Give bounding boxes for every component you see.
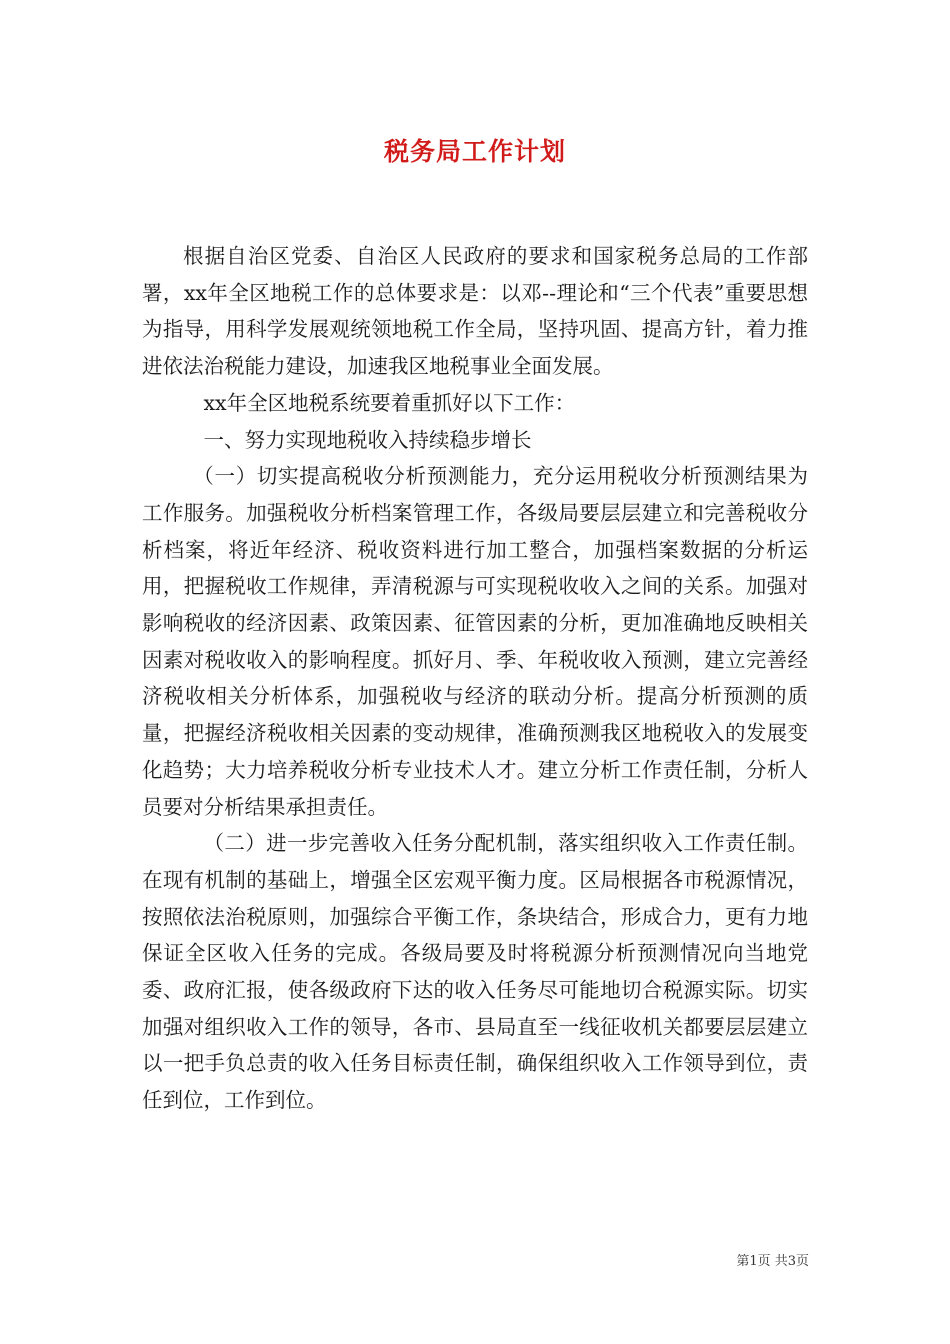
document-title: 税务局工作计划 xyxy=(383,137,566,166)
page-number-footer: 第1页 共3页 xyxy=(736,1254,809,1269)
paragraph-work-list-intro: xx年全区地税系统要着重抓好以下工作： xyxy=(203,390,576,415)
paragraph-subsection-2: （二）进一步完善收入任务分配机制，落实组织收入工作责任制。在现有机制的基础上，增强全区宏观平衡力度。区局根据各市税源情况，按照依法治税原则，加强综合平衡工作，条块结合，形成合力，更有力地保证全区收入任务的完成。各级局要及时将税源分析预测情况向当地党委、政府汇报，使各级政府下达的收入任务尽可能地切合税源实际。切实加强对组织收入工作的领导，各市、县局直至一线征收机关都要层层建立以一把手负总责的收入任务目标责任制，确保组织收入工作领导到位，责任到位，工作到位。 xyxy=(142,831,808,1113)
section-heading-1: 一、努力实现地税收入持续稳步增长 xyxy=(203,427,532,452)
paragraph-subsection-1: （一）切实提高税收分析预测能力，充分运用税收分析预测结果为工作服务。加强税收分析档案管理工作，各级局要层层建立和完善税收分析档案，将近年经济、税收资料进行加工整合，加强档案数据的分析运用，把握税收工作规律，弄清税源与可实现税收收入之间的关系。加强对影响税收的经济因素、政策因素、征管因素的分析，更加准确地反映相关因素对税收收入的影响程度。抓好月、季、年税收收入预测，建立完善经济税收相关分析体系，加强税收与经济的联动分析。提高分析预测的质量，把握经济税收相关因素的变动规律，准确预测我区地税收入的发展变化趋势；大力培养税收分析专业技术人才。建立分析工作责任制，分析人员要对分析结果承担责任。 xyxy=(142,464,808,819)
document-body xyxy=(142,238,808,1119)
paragraph-intro: 根据自治区党委、自治区人民政府的要求和国家税务总局的工作部署，xx年全区地税工作的总体要求是：以邓--理论和“三个代表”重要思想为指导，用科学发展观统领地税工作全局，坚持巩固、提高方针，着力推进依法治税能力建设，加速我区地税事业全面发展。 xyxy=(142,244,808,379)
